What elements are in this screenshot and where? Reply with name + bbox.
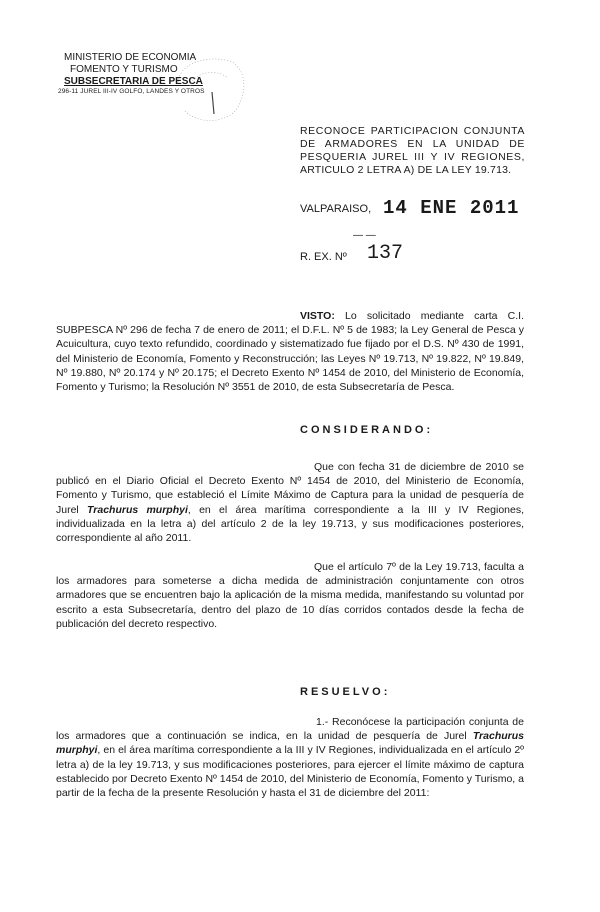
para2-text: Que el artículo 7º de la Ley 19.713, faculta a los armadores para someterse a dicha medida de administración conjuntamente con otros armadores que se encuentren bajo la aplicación de la misma medida, manifestando su voluntad por escrito a esta Subsecretaría, dentro del plazo de 10 días corridos contados desde la fecha de publicación del decreto respectivo. — [56, 561, 524, 630]
number-dashes: — — — [353, 230, 376, 241]
file-reference: 296-11 JUREL III-IV GOLFO, LANDES Y OTROS — [58, 88, 205, 95]
resolution-subject — [300, 125, 525, 177]
visto-text: Lo solicitado mediante carta C.I. SUBPESCA Nº 296 de fecha 7 de enero de 2011; el D.F.L. Nº 5 de 1983; la Ley General de Pesca y Acuicultura, cuyo texto refundido, coordinado y sistematizado fue fijado por el D.S. Nº 430 de 1991, del Ministerio de Economía, Fomento y Reconstrucción; las Leyes Nº 19.713, Nº 19.822, Nº 19.849, Nº 19.880, Nº 20.174 y Nº 20.175; el Decreto Exento Nº 1454 de 2010, del Ministerio de Economía, Fomento y Turismo; la Resolución Nº 3551 de 2010, de esta Subsecretaría de Pesca. — [56, 310, 524, 394]
stamp-mark — [170, 52, 250, 128]
species-name: Trachurus murphyi — [56, 730, 524, 757]
subject-line: DE ARMADORES EN LA UNIDAD DE — [300, 138, 525, 150]
resuelvo-heading: RESUELVO: — [300, 686, 391, 698]
para1-text-b: , en el área marítima correspondiente a la III y IV Regiones, individualizada en la letra a) del artículo 2 de la ley 19.713, y sus modificaciones posteriores, correspondiente al año 2011. — [56, 503, 525, 545]
subject-line: RECONOCE PARTICIPACION CONJUNTA — [300, 125, 525, 137]
ministry-subname: FOMENTO Y TURISMO — [70, 64, 178, 75]
subject-line: PESQUERIA JUREL III Y IV REGIONES, — [300, 151, 525, 163]
visto-paragraph — [56, 309, 524, 394]
resuelvo-paragraph-1 — [56, 715, 524, 800]
date-stamp: 14 ENE 2011 — [383, 197, 520, 219]
para3-text-b: , en el área marítima correspondiente a la III y IV Regiones, individualizada en el artículo 2º letra a) de la ley 19.713, y sus modificaciones posteriores, para ejercer el límite máximo de captura establecido por Decreto Exento Nº 1454 de 2010, del Ministerio de Economía, Fomento y Turismo, a partir de la fecha de la presente Resolución y hasta el 31 de diciembre del 2011: — [56, 744, 524, 800]
para3-text-a: 1.- Reconócese la participación conjunta de los armadores que a continuación se indica, en la unidad de pesquería de Jurel — [56, 716, 524, 743]
ministry-name: MINISTERIO DE ECONOMIA — [64, 52, 197, 63]
considerando-heading: CONSIDERANDO: — [300, 424, 434, 436]
visto-label: VISTO: — [300, 310, 335, 322]
subject-line: ARTICULO 2 LETRA A) DE LA LEY 19.713. — [300, 164, 512, 176]
place-label: VALPARAISO, — [300, 203, 372, 215]
resolution-number-label: R. EX. Nº — [300, 251, 347, 263]
resolution-number: 137 — [367, 242, 404, 265]
para1-text-a: Que con fecha 31 de diciembre de 2010 se publicó en el Diario Oficial el Decreto Exento Nº 1454 de 2010, del Ministerio de Economía, Fomento y Turismo, que estableció el Límite Máximo de Captura para la unidad de pesquería de Jurel — [56, 461, 524, 516]
considerando-paragraph-1 — [56, 460, 524, 545]
subsecretaria-name: SUBSECRETARIA DE PESCA — [64, 76, 203, 87]
species-name: Trachurus murphyi — [87, 503, 188, 516]
considerando-paragraph-2 — [56, 560, 524, 631]
